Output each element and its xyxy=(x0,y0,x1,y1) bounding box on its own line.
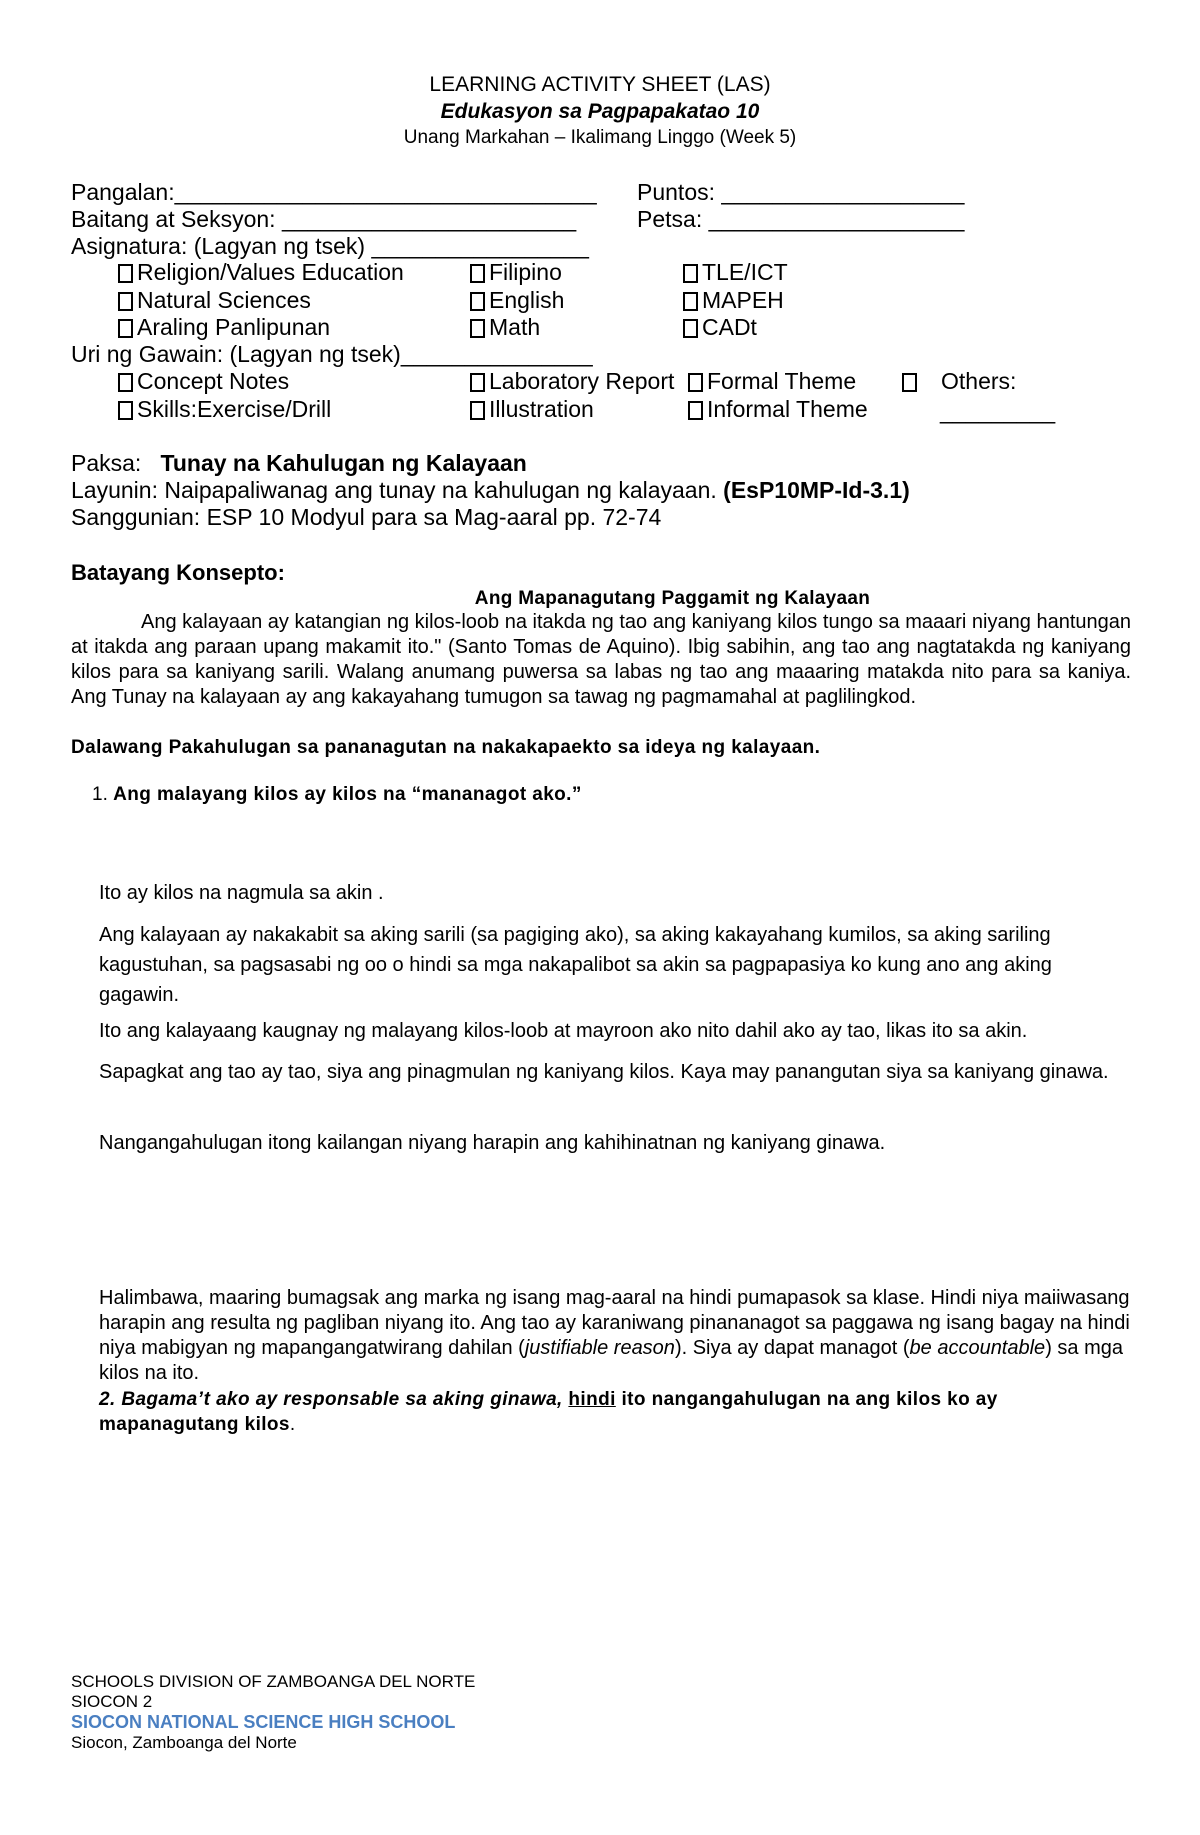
subject-option-english[interactable]: English xyxy=(470,287,564,314)
activity-option-formal-theme[interactable]: Formal Theme xyxy=(688,368,856,395)
activity-type-prompt: Uri ng Gawain: (Lagyan ng tsek)_______________ xyxy=(71,341,593,367)
line-freedom-self: Ang kalayaan ay nakakabit sa aking sarili (sa pagiging ako), sa aking kakayahang kumilos, sa aking sariling kagustuhan, sa pagsasabi ng oo o hindi sa mga nakapalibot sa akin sa pagpapasiya ko kung ano ang aking gagawin. xyxy=(99,924,1052,1006)
checkbox[interactable] xyxy=(118,373,133,392)
checkbox[interactable] xyxy=(683,319,698,338)
topic-line xyxy=(71,450,527,477)
subject-title: Edukasyon sa Pagpapakatao 10 xyxy=(440,100,760,123)
concept-subheading: Ang Mapanagutang Paggamit ng Kalayaan xyxy=(474,588,871,609)
line-consequence: Nangangahulugan itong kailangan niyang harapin ang kahihinatnan ng kaniyang ginawa. xyxy=(99,1132,886,1154)
line-person-origin: Sapagkat ang tao ay tao, siya ang pinagmulan ng kaniyang kilos. Kaya may panangutan siya sa kaniyang ginawa. xyxy=(99,1061,1109,1083)
name-field-label: Pangalan:_________________________________ xyxy=(71,179,597,205)
checkbox[interactable] xyxy=(118,319,133,338)
line-origin: Ito ay kilos na nagmula sa akin . xyxy=(99,882,384,904)
checkbox[interactable] xyxy=(470,292,485,311)
checkbox[interactable] xyxy=(470,264,485,283)
footer-address: Siocon, Zamboanga del Norte xyxy=(71,1733,297,1752)
checkbox[interactable] xyxy=(470,373,485,392)
checkbox[interactable] xyxy=(683,264,698,283)
activity-option-concept-notes[interactable]: Concept Notes xyxy=(118,368,289,395)
subject-prompt: Asignatura: (Lagyan ng tsek) _________________ xyxy=(71,233,589,259)
objective-line: Layunin: Naipapaliwanag ang tunay na kahulugan ng kalayaan. (EsP10MP-Id-3.1) xyxy=(71,477,910,503)
topic-value: Tunay na Kahulugan ng Kalayaan xyxy=(160,450,527,476)
subject-option-filipino[interactable]: Filipino xyxy=(470,259,562,286)
checkbox[interactable] xyxy=(688,373,703,392)
subject-option-math[interactable]: Math xyxy=(470,314,540,341)
competency-code: (EsP10MP-Id-3.1) xyxy=(723,477,910,503)
two-meanings-heading: Dalawang Pakahulugan sa pananagutan na nakakapaekto sa ideya ng kalayaan. xyxy=(71,737,821,758)
checkbox[interactable] xyxy=(688,401,703,420)
point-one: 1. Ang malayang kilos ay kilos na “mananagot ako.” xyxy=(92,784,582,805)
subject-option-mapeh[interactable]: MAPEH xyxy=(683,287,784,314)
activity-option-others[interactable]: Others: xyxy=(902,368,1016,395)
checkbox[interactable] xyxy=(902,373,917,392)
example-paragraph: Halimbawa, maaring bumagsak ang marka ng isang mag-aaral na hindi pumapasok sa klase. Hindi niya maiiwasang harapin ang resulta ng pagliban niyang ito. Ang tao ay karaniwang pinananagot sa paggawa ng isang bagay na hindi niya mabigyan ng mapangangatwirang dahilan (justifiable reason). Siya ay dapat managot (be accountable) sa mga kilos na ito. xyxy=(99,1287,1130,1384)
point-two: 2. Bagama’t ako ay responsable sa aking ginawa, hindi ito nangangahulugan na ang kilos ko ay mapanagutang kilos. xyxy=(99,1389,998,1435)
checkbox[interactable] xyxy=(470,319,485,338)
date-field-label: Petsa: ____________________ xyxy=(637,206,965,232)
subject-option-cadt[interactable]: CADt xyxy=(683,314,757,341)
footer-district: SIOCON 2 xyxy=(71,1692,153,1711)
activity-option-lab-report[interactable]: Laboratory Report xyxy=(470,368,674,395)
checkbox[interactable] xyxy=(470,401,485,420)
subject-option-religion[interactable]: Religion/Values Education xyxy=(118,259,404,286)
topic-label: Paksa: xyxy=(71,450,142,476)
activity-option-informal-theme[interactable]: Informal Theme xyxy=(688,396,868,423)
activity-option-illustration[interactable]: Illustration xyxy=(470,396,594,423)
footer-school: SIOCON NATIONAL SCIENCE HIGH SCHOOL xyxy=(71,1712,456,1732)
checkbox[interactable] xyxy=(118,292,133,311)
grade-section-field-label: Baitang at Seksyon: _______________________ xyxy=(71,206,577,232)
subject-option-tle[interactable]: TLE/ICT xyxy=(683,259,788,286)
checkbox[interactable] xyxy=(118,401,133,420)
footer-division: SCHOOLS DIVISION OF ZAMBOANGA DEL NORTE xyxy=(71,1672,476,1691)
checkbox[interactable] xyxy=(683,292,698,311)
subject-option-araling[interactable]: Araling Panlipunan xyxy=(118,314,330,341)
score-field-label: Puntos: ___________________ xyxy=(637,179,965,205)
others-blank: _________ xyxy=(940,398,1056,424)
concept-paragraph: Ang kalayaan ay katangian ng kilos-loob na itakda ng tao ang kaniyang kilos tungo sa maaari niyang hantungan at itakda ang paraan upang makamit ito." (Santo Tomas de Aquino). Ibig sabihin, ang tao ang nagtatakda ng kaniyang kilos para sa kaniyang sarili. Walang anumang puwersa sa labas ng tao ang maaaring matakda nito para sa kaniya. Ang Tunay na kalayaan ay ang kakayahang tumugon sa tawag ng pagmamahal at paglilingkod. xyxy=(71,611,1131,708)
concept-heading: Batayang Konsepto: xyxy=(71,560,285,585)
activity-option-skills[interactable]: Skills:Exercise/Drill xyxy=(118,396,331,423)
line-free-will: Ito ang kalayaang kaugnay ng malayang kilos-loob at mayroon ako nito dahil ako ay tao, likas ito sa akin. xyxy=(99,1020,1028,1042)
subject-option-science[interactable]: Natural Sciences xyxy=(118,287,311,314)
quarter-week: Unang Markahan – Ikalimang Linggo (Week 5) xyxy=(403,127,797,148)
reference-line: Sanggunian: ESP 10 Modyul para sa Mag-aaral pp. 72-74 xyxy=(71,504,662,530)
sheet-title: LEARNING ACTIVITY SHEET (LAS) xyxy=(429,73,771,96)
checkbox[interactable] xyxy=(118,264,133,283)
